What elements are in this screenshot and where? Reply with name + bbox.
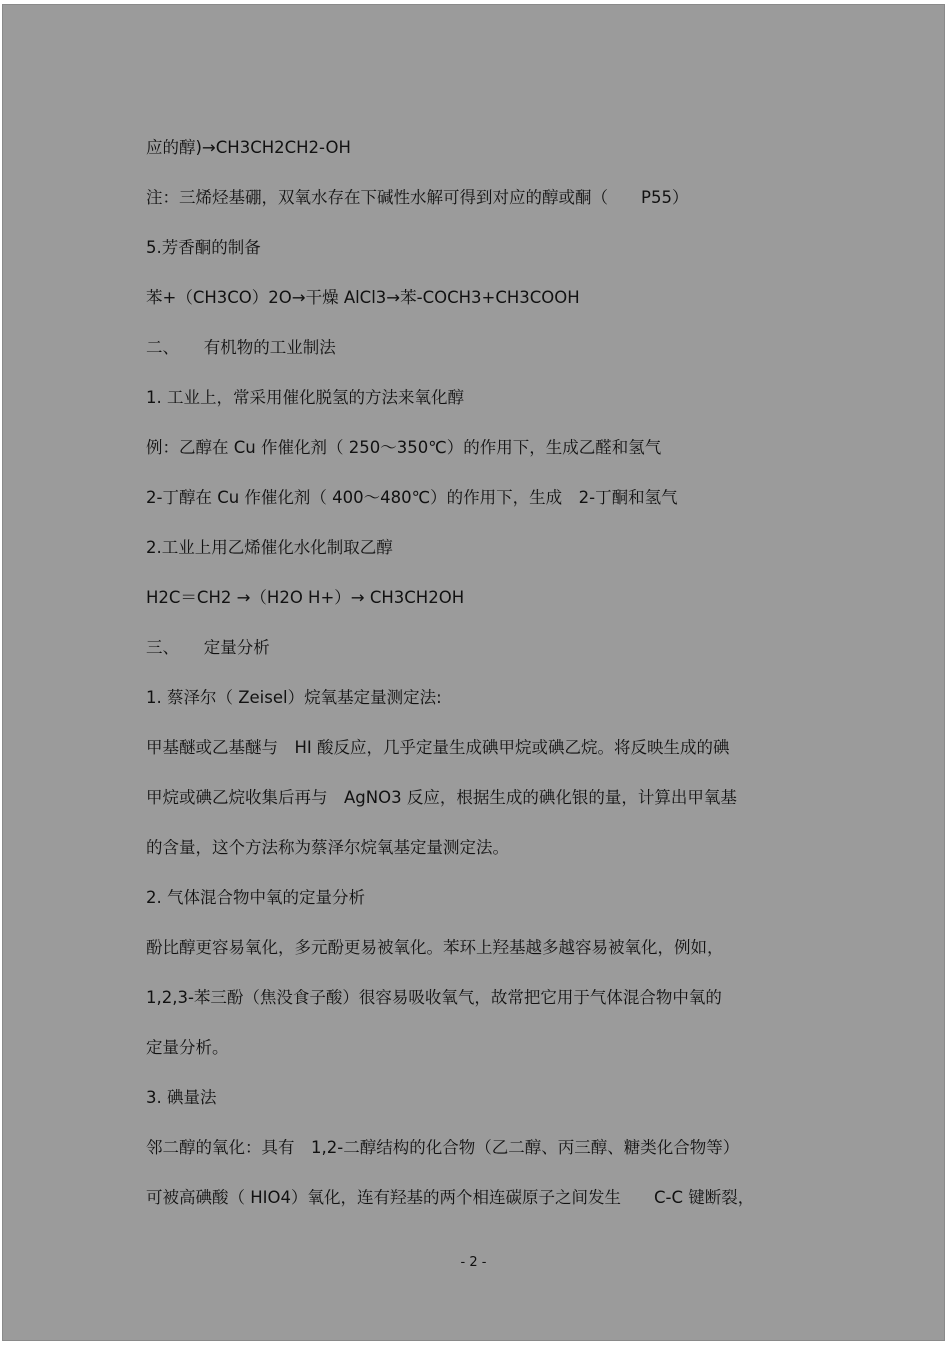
text-line: 1,2,3-苯三酚（焦没食子酸）很容易吸收氧气，故常把它用于气体混合物中氧的	[146, 988, 722, 1007]
text-line: 注：三烯烃基硼，双氧水存在下碱性水解可得到对应的醇或酮（ P55）	[146, 188, 689, 207]
text-line: 应的醇)→CH3CH2CH2-OH	[146, 138, 351, 157]
section-heading: 2.工业上用乙烯催化水化制取乙醇	[146, 538, 393, 557]
section-heading: 三、 定量分析	[146, 638, 270, 657]
text-line: 甲烷或碘乙烷收集后再与 AgNO3 反应，根据生成的碘化银的量，计算出甲氧基	[146, 788, 737, 807]
text-line: 甲基醚或乙基醚与 HI 酸反应，几乎定量生成碘甲烷或碘乙烷。将反映生成的碘	[146, 738, 730, 757]
text-line: 定量分析。	[146, 1038, 229, 1057]
text-line: H2C＝CH2 →（H2O H+）→ CH3CH2OH	[146, 588, 465, 607]
text-line: 可被高碘酸（ HIO4）氧化，连有羟基的两个相连碳原子之间发生 C-C 键断裂，	[146, 1188, 755, 1207]
section-heading: 3. 碘量法	[146, 1088, 217, 1107]
section-heading: 5.芳香酮的制备	[146, 238, 261, 257]
document-page	[2, 4, 945, 1341]
text-line: 苯+（CH3CO）2O→干燥 AlCl3→苯-COCH3+CH3COOH	[146, 288, 580, 307]
section-heading: 二、 有机物的工业制法	[146, 338, 336, 357]
text-line: 例：乙醇在 Cu 作催化剂（ 250～350℃）的作用下，生成乙醛和氢气	[146, 438, 662, 457]
section-heading: 1. 蔡泽尔（ Zeisel）烷氧基定量测定法:	[146, 688, 442, 707]
section-heading: 2. 气体混合物中氧的定量分析	[146, 888, 365, 907]
section-heading: 1. 工业上，常采用催化脱氢的方法来氧化醇	[146, 388, 464, 407]
text-line: 2-丁醇在 Cu 作催化剂（ 400～480℃）的作用下，生成 2-丁酮和氢气	[146, 488, 678, 507]
text-line: 邻二醇的氧化：具有 1,2-二醇结构的化合物（乙二醇、丙三醇、糖类化合物等）	[146, 1138, 740, 1157]
page-number: - 2 -	[460, 1255, 487, 1270]
text-line: 的含量，这个方法称为蔡泽尔烷氧基定量测定法。	[146, 838, 509, 857]
text-body	[146, 131, 826, 1231]
text-line: 酚比醇更容易氧化，多元酚更易被氧化。苯环上羟基越多越容易被氧化，例如，	[146, 938, 724, 957]
